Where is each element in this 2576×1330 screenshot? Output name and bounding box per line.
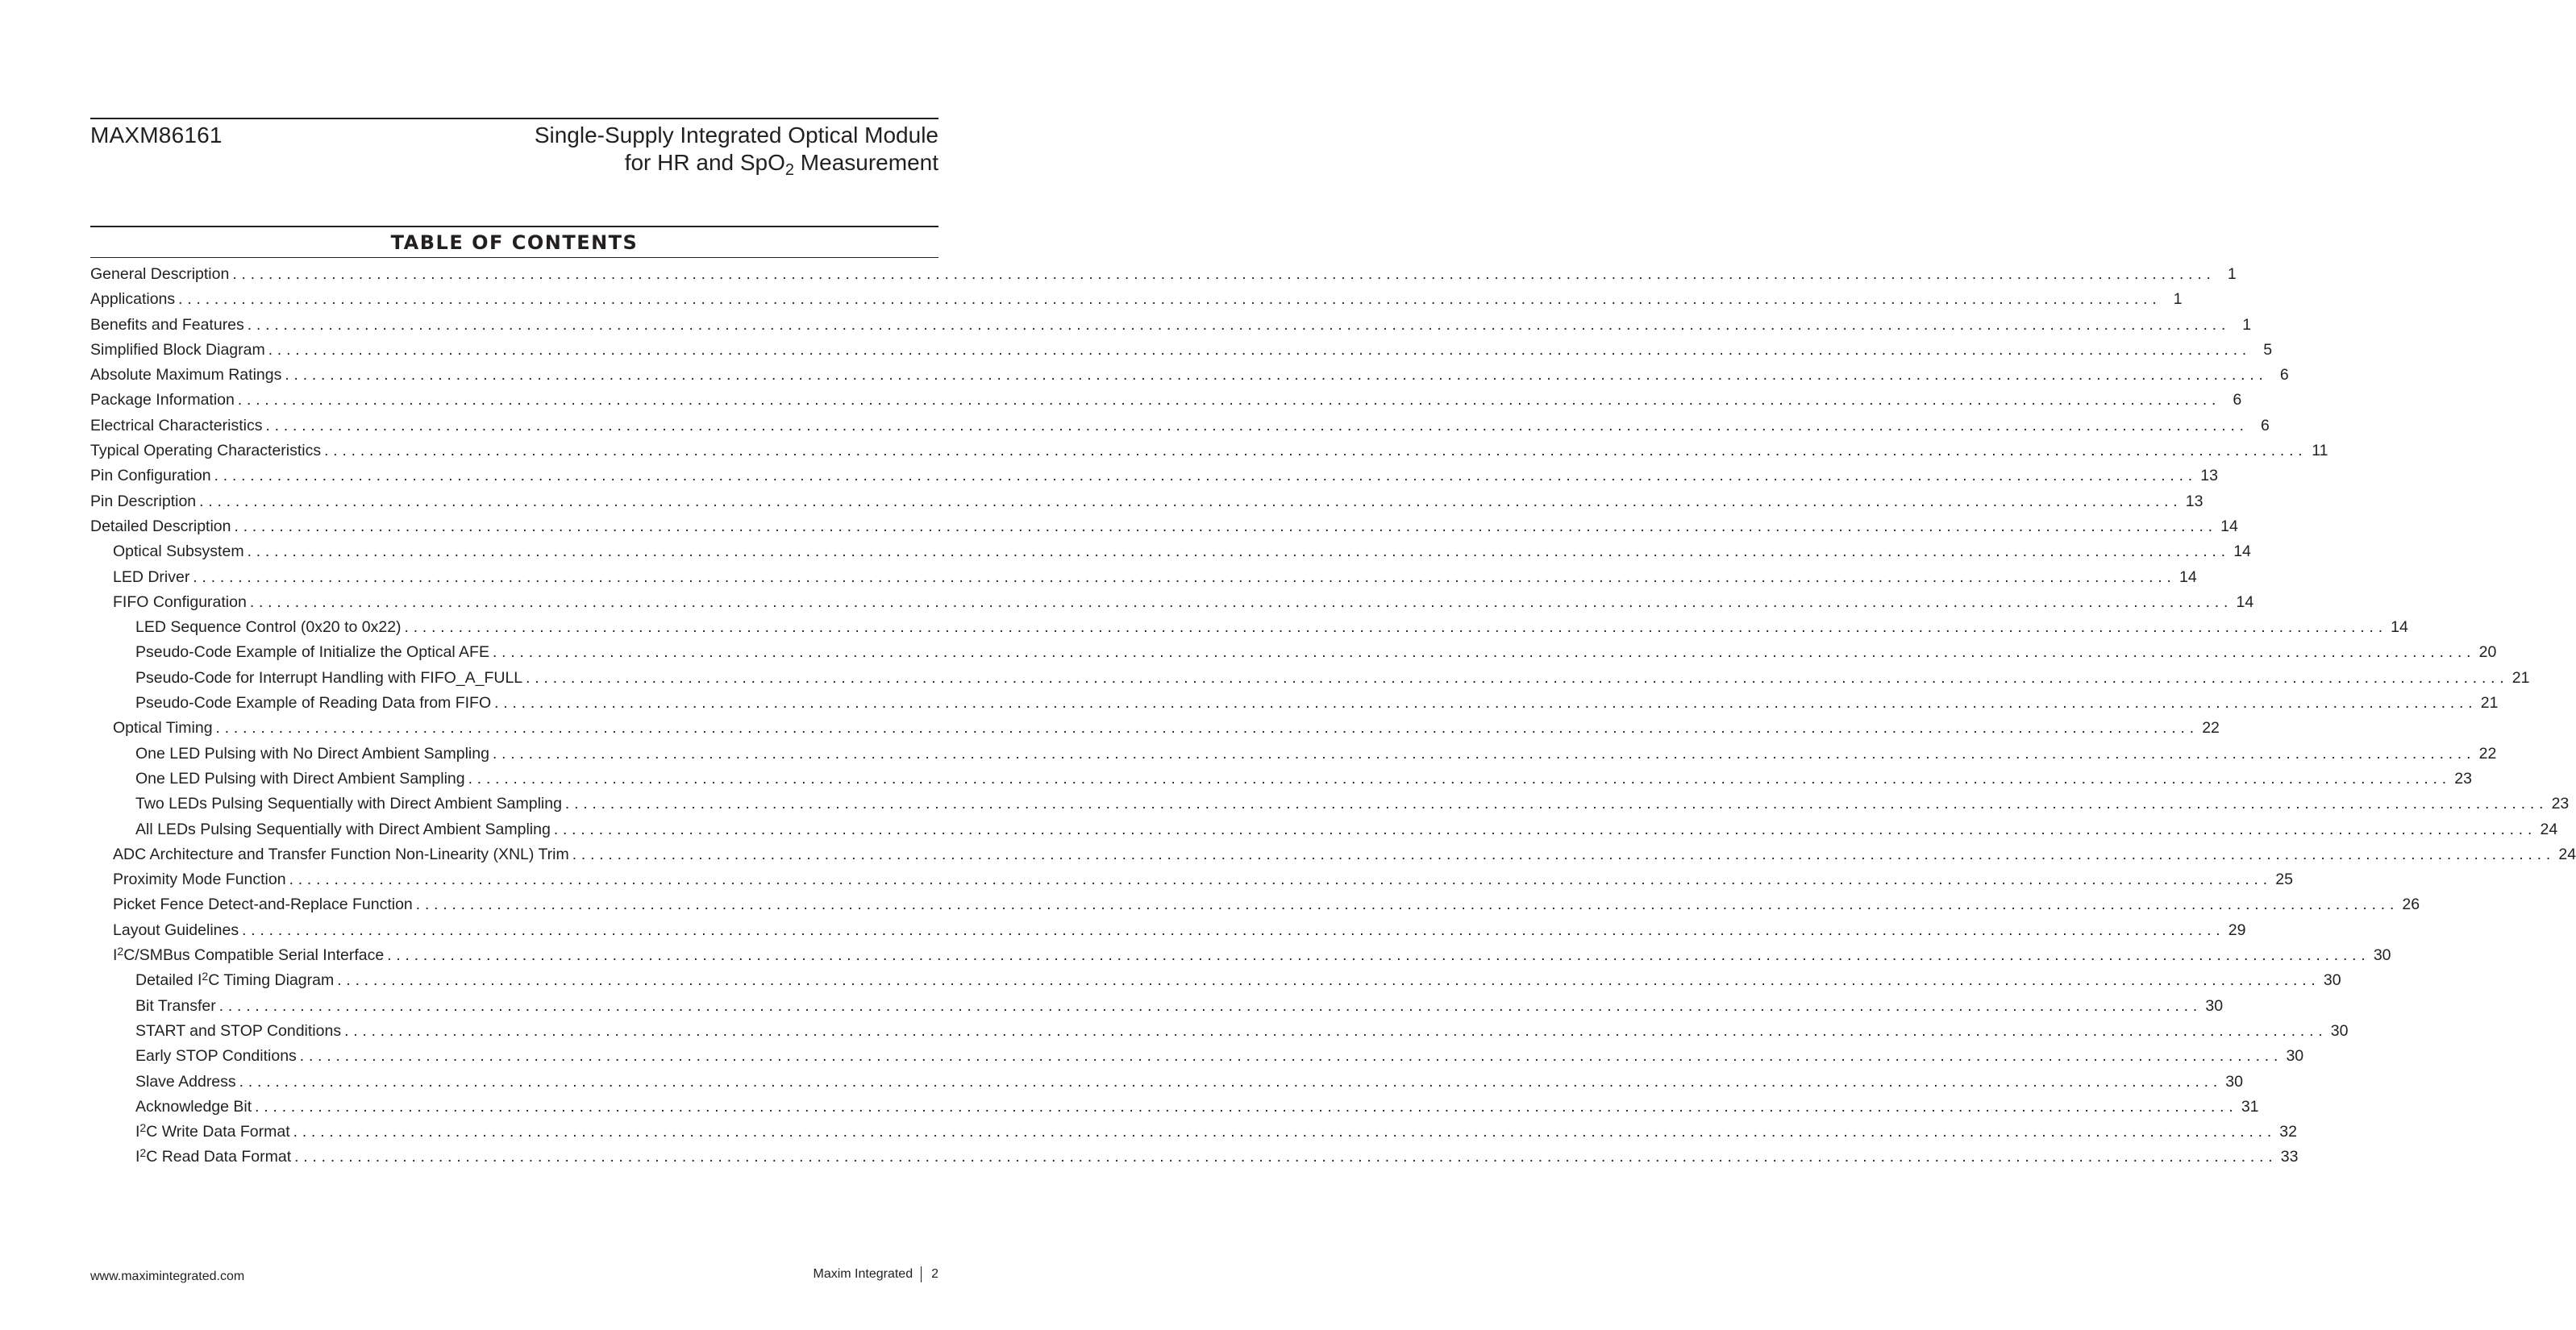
toc-entry[interactable]: [90, 1044, 2304, 1069]
toc-entry-title-text: ADC Architecture and Transfer Function Non-Linearity (XNL) Trim: [113, 845, 569, 863]
toc-entry-title: [90, 363, 281, 388]
toc-entry-title-text: C/SMBus Compatible Serial Interface: [123, 946, 385, 965]
toc-entry-page: 32: [2279, 1123, 2297, 1141]
toc-entry-page: 13: [2185, 492, 2204, 510]
toc-dot-leader: ............................................................................................................................................................................................................................: [237, 392, 2221, 409]
toc-entry-title: [113, 565, 189, 590]
toc-entry-page: 30: [2330, 1021, 2349, 1040]
toc-dot-leader: ............................................................................................................................................................................................................................: [299, 1048, 2283, 1066]
toc-entry-title: [90, 463, 211, 488]
toc-rule-bottom: [90, 257, 938, 258]
toc-entry[interactable]: [90, 615, 2408, 640]
toc-entry-title-text: C Read Data Format: [146, 1148, 292, 1166]
toc-entry-title-text: LED Sequence Control (0x20 to 0x22): [135, 618, 402, 637]
toc-entry-title: [113, 842, 569, 867]
document-title-line-2-prefix: for HR and SpO: [624, 150, 785, 175]
toc-entry[interactable]: [90, 666, 2530, 691]
toc-entry[interactable]: [90, 640, 2497, 665]
toc-entry-page: 6: [2233, 391, 2242, 409]
toc-entry[interactable]: [90, 1095, 2259, 1120]
toc-entry-title: [113, 892, 413, 917]
toc-entry-title-text: Detailed Description: [90, 517, 231, 535]
toc-entry-title: [90, 313, 244, 338]
toc-dot-leader: ............................................................................................................................................................................................................................: [387, 947, 2370, 965]
toc-entry-page: 23: [2551, 795, 2570, 813]
toc-entry-title-text: Typical Operating Characteristics: [90, 442, 322, 460]
toc-entry-title: [90, 414, 262, 438]
toc-entry[interactable]: [90, 438, 2328, 463]
toc-entry[interactable]: [90, 691, 2499, 716]
toc-entry-page: 30: [2225, 1072, 2243, 1091]
toc-dot-leader: ............................................................................................................................................................................................................................: [344, 1022, 2328, 1040]
toc-entry-title: [135, 666, 522, 691]
toc-entry-title: [135, 691, 491, 716]
footer-url[interactable]: www.maximintegrated.com: [90, 1270, 245, 1283]
toc-entry-title-text: Picket Fence Detect-and-Replace Function: [113, 896, 413, 914]
toc-dot-leader: ............................................................................................................................................................................................................................: [255, 1098, 2238, 1116]
toc-entry-title-text: C Write Data Format: [146, 1123, 290, 1141]
document-title: [535, 122, 938, 177]
toc-entry-title-text: All LEDs Pulsing Sequentially with Direct Ambient Sampling: [135, 820, 551, 838]
toc-entry-page: 21: [2480, 694, 2499, 713]
toc-dot-leader: ............................................................................................................................................................................................................................: [232, 266, 2216, 283]
toc-entry-title: [90, 438, 321, 463]
toc-dot-leader: ............................................................................................................................................................................................................................: [494, 695, 2478, 713]
toc-entry-page: 13: [2200, 467, 2218, 485]
toc-entry-title-text: One LED Pulsing with Direct Ambient Sampling: [135, 769, 465, 788]
toc-entry-title-text: Optical Subsystem: [113, 542, 244, 561]
toc-entry-page: 30: [2323, 971, 2341, 990]
toc-entry-title: [90, 287, 175, 312]
toc-dot-leader: ............................................................................................................................................................................................................................: [492, 745, 2476, 763]
toc-dot-leader: ............................................................................................................................................................................................................................: [404, 619, 2387, 637]
toc-entry-title: [135, 817, 551, 842]
toc-entry-title: [113, 918, 239, 943]
toc-entry[interactable]: [90, 943, 2391, 968]
toc-entry[interactable]: [90, 994, 2224, 1019]
toc-entry[interactable]: [90, 565, 2197, 590]
toc-entry-title-text: Package Information: [90, 391, 235, 409]
toc-dot-leader: ............................................................................................................................................................................................................................: [553, 821, 2537, 838]
toc-entry-page: 33: [2280, 1148, 2299, 1166]
toc-dot-leader: ............................................................................................................................................................................................................................: [324, 443, 2308, 460]
toc-dot-leader: ............................................................................................................................................................................................................................: [492, 644, 2476, 662]
toc-entry-title-superscript: 2: [139, 1146, 147, 1160]
toc-dot-leader: ............................................................................................................................................................................................................................: [468, 770, 2451, 788]
toc-dot-leader: ............................................................................................................................................................................................................................: [293, 1124, 2276, 1141]
toc-entry[interactable]: [90, 363, 2289, 388]
toc-entry[interactable]: [90, 388, 2242, 413]
toc-entry-title-text: Proximity Mode Function: [113, 871, 286, 889]
toc-entry-page: 24: [2540, 820, 2558, 838]
toc-entry-title: [135, 742, 489, 767]
toc-entry[interactable]: [90, 842, 2576, 867]
toc-entry[interactable]: [90, 792, 2570, 817]
toc-dot-leader: ............................................................................................................................................................................................................................: [242, 921, 2225, 939]
part-number: MAXM86161: [90, 123, 223, 148]
toc-heading: TABLE OF CONTENTS: [390, 231, 639, 254]
table-of-contents: [90, 262, 2576, 1170]
toc-entry-title-text: Pseudo-Code Example of Reading Data from FIFO: [135, 694, 492, 713]
toc-entry-page: 22: [2202, 719, 2220, 738]
toc-entry-title-text: Benefits and Features: [90, 315, 244, 334]
toc-entry-title-prefix: I: [135, 1123, 140, 1141]
document-title-line-2: [535, 149, 938, 177]
toc-dot-leader: ............................................................................................................................................................................................................................: [249, 593, 2233, 611]
toc-entry-page: 14: [2391, 618, 2408, 637]
toc-entry-title: [135, 1070, 236, 1095]
toc-entry-title-text: Optical Timing: [113, 719, 213, 738]
toc-entry-title: [135, 1120, 290, 1145]
toc-entry[interactable]: [90, 867, 2293, 892]
toc-entry-title-text: Two LEDs Pulsing Sequentially with Direct Ambient Sampling: [135, 795, 562, 813]
toc-entry-title: [135, 994, 216, 1019]
toc-entry-title: [113, 539, 244, 564]
toc-entry-title: [135, 1044, 297, 1069]
toc-entry-title-text: Electrical Characteristics: [90, 416, 263, 434]
toc-entry-page: 23: [2454, 769, 2472, 788]
toc-entry-title: [113, 590, 247, 615]
toc-entry-title-superscript: 2: [139, 1121, 147, 1135]
toc-entry-title: [113, 716, 213, 741]
toc-entry[interactable]: [90, 590, 2254, 615]
toc-dot-leader: ............................................................................................................................................................................................................................: [289, 871, 2272, 889]
toc-entry-page: 14: [2233, 542, 2251, 561]
toc-entry[interactable]: [90, 1070, 2243, 1095]
toc-entry-title-text: Slave Address: [135, 1072, 236, 1091]
toc-rule-top: [90, 226, 938, 227]
toc-dot-leader: ............................................................................................................................................................................................................................: [265, 417, 2249, 434]
toc-entry-title-text: START and STOP Conditions: [135, 1021, 342, 1040]
toc-entry-page: 6: [2260, 416, 2270, 434]
toc-entry[interactable]: [90, 1120, 2297, 1145]
toc-entry-title-text: General Description: [90, 265, 230, 283]
toc-entry-title-text: Applications: [90, 290, 176, 309]
toc-entry-title-superscript: 2: [202, 970, 209, 983]
toc-dot-leader: ............................................................................................................................................................................................................................: [268, 341, 2252, 359]
toc-entry-page: 1: [2173, 290, 2183, 309]
document-title-line-2-suffix: Measurement: [794, 150, 938, 175]
toc-dot-leader: ............................................................................................................................................................................................................................: [285, 367, 2268, 384]
toc-entry-title-superscript: 2: [117, 945, 124, 958]
toc-entry-title-prefix: I: [113, 946, 118, 965]
toc-entry-title: [135, 640, 489, 665]
toc-dot-leader: ............................................................................................................................................................................................................................: [234, 517, 2217, 535]
toc-entry[interactable]: [90, 817, 2558, 842]
toc-entry-title: [90, 388, 235, 413]
toc-entry-title: [90, 262, 229, 287]
toc-entry-title: [90, 338, 265, 363]
footer-divider: [921, 1266, 922, 1282]
toc-entry-page: 30: [2373, 946, 2391, 965]
toc-entry-title-text: C Timing Diagram: [208, 971, 335, 990]
toc-entry-page: 11: [2312, 442, 2328, 460]
toc-entry-page: 30: [2205, 996, 2224, 1015]
toc-entry[interactable]: [90, 262, 2237, 287]
toc-entry[interactable]: [90, 892, 2420, 917]
footer-company-page: [813, 1266, 938, 1283]
toc-entry[interactable]: [90, 968, 2341, 993]
toc-dot-leader: ............................................................................................................................................................................................................................: [215, 720, 2199, 738]
toc-entry-page: 1: [2227, 265, 2237, 283]
toc-entry-title-text: Acknowledge Bit: [135, 1097, 252, 1116]
toc-entry-page: 14: [2220, 517, 2238, 535]
toc-entry-title-text: Simplified Block Diagram: [90, 340, 265, 359]
toc-entry-title: [135, 1095, 252, 1120]
toc-entry-title: [90, 489, 196, 514]
toc-entry-title-prefix: Detailed I: [135, 971, 202, 990]
toc-dot-leader: ............................................................................................................................................................................................................................: [193, 568, 2176, 586]
toc-entry-page: 24: [2558, 845, 2576, 863]
toc-entry[interactable]: [90, 918, 2246, 943]
toc-entry-title-text: Pin Description: [90, 492, 197, 510]
header-rule: [90, 118, 938, 119]
toc-entry-page: 20: [2478, 643, 2497, 662]
toc-dot-leader: ............................................................................................................................................................................................................................: [214, 468, 2197, 485]
toc-entry-title-text: Pseudo-Code Example of Initialize the Optical AFE: [135, 643, 489, 662]
toc-entry-title-text: One LED Pulsing with No Direct Ambient Sampling: [135, 744, 489, 763]
toc-entry[interactable]: [90, 742, 2497, 767]
toc-entry-page: 14: [2179, 567, 2197, 586]
toc-entry-page: 14: [2236, 592, 2254, 611]
toc-entry-page: 26: [2402, 896, 2420, 914]
toc-entry[interactable]: [90, 514, 2238, 539]
toc-dot-leader: ............................................................................................................................................................................................................................: [415, 896, 2399, 914]
toc-entry-page: 21: [2511, 668, 2530, 687]
toc-entry-title-text: Pin Configuration: [90, 467, 211, 485]
toc-entry-title: [135, 615, 402, 640]
toc-entry-title-text: Pseudo-Code for Interrupt Handling with FIFO_A_FULL: [135, 668, 523, 687]
toc-entry-title: [90, 514, 231, 539]
toc-entry-page: 29: [2228, 921, 2246, 939]
toc-entry-title-text: Early STOP Conditions: [135, 1047, 297, 1066]
footer-company: Maxim Integrated: [813, 1267, 913, 1281]
toc-dot-leader: ............................................................................................................................................................................................................................: [239, 1073, 2222, 1091]
toc-entry[interactable]: [90, 489, 2204, 514]
toc-dot-leader: ............................................................................................................................................................................................................................: [247, 316, 2231, 334]
toc-dot-leader: ............................................................................................................................................................................................................................: [564, 796, 2549, 813]
toc-entry-page: 22: [2478, 744, 2497, 763]
toc-entry-title: [135, 767, 465, 792]
toc-dot-leader: ............................................................................................................................................................................................................................: [572, 846, 2556, 863]
toc-entry-title-prefix: I: [135, 1148, 140, 1166]
toc-entry[interactable]: [90, 338, 2273, 363]
toc-entry-page: 25: [2275, 871, 2293, 889]
toc-entry-title-text: Bit Transfer: [135, 996, 216, 1015]
toc-dot-leader: ............................................................................................................................................................................................................................: [526, 669, 2509, 687]
toc-dot-leader: ............................................................................................................................................................................................................................: [337, 972, 2320, 990]
toc-entry-title: [113, 867, 286, 892]
toc-entry-title-text: FIFO Configuration: [113, 592, 247, 611]
toc-entry-page: 30: [2286, 1047, 2304, 1066]
toc-entry-title: [135, 1019, 341, 1044]
toc-entry-title-text: LED Driver: [113, 567, 190, 586]
toc-dot-leader: ............................................................................................................................................................................................................................: [199, 493, 2183, 510]
toc-entry-page: 31: [2241, 1097, 2259, 1116]
toc-dot-leader: ............................................................................................................................................................................................................................: [247, 543, 2230, 561]
toc-entry-page: 6: [2279, 366, 2289, 384]
toc-entry[interactable]: [90, 313, 2252, 338]
toc-entry[interactable]: [90, 539, 2251, 564]
toc-entry[interactable]: [90, 716, 2220, 741]
toc-entry-page: 1: [2242, 315, 2252, 334]
toc-entry-title: [113, 943, 384, 968]
toc-entry[interactable]: [90, 1019, 2349, 1044]
toc-entry-page: 5: [2263, 340, 2273, 359]
toc-entry-title-text: Layout Guidelines: [113, 921, 239, 939]
toc-entry-title: [135, 1145, 291, 1170]
toc-entry[interactable]: [90, 767, 2472, 792]
toc-dot-leader: ............................................................................................................................................................................................................................: [294, 1149, 2278, 1166]
document-title-line-1: Single-Supply Integrated Optical Module: [534, 123, 938, 148]
toc-entry[interactable]: [90, 287, 2183, 312]
toc-entry-title: [135, 792, 562, 817]
document-title-subscript: 2: [784, 161, 795, 179]
toc-entry[interactable]: [90, 414, 2270, 438]
toc-dot-leader: ............................................................................................................................................................................................................................: [218, 997, 2203, 1015]
toc-dot-leader: ............................................................................................................................................................................................................................: [178, 291, 2162, 309]
toc-entry[interactable]: [90, 1145, 2299, 1170]
toc-entry-title: [135, 968, 334, 993]
footer-page-number: 2: [931, 1267, 938, 1281]
toc-entry-title-text: Absolute Maximum Ratings: [90, 366, 282, 384]
toc-entry[interactable]: [90, 463, 2218, 488]
